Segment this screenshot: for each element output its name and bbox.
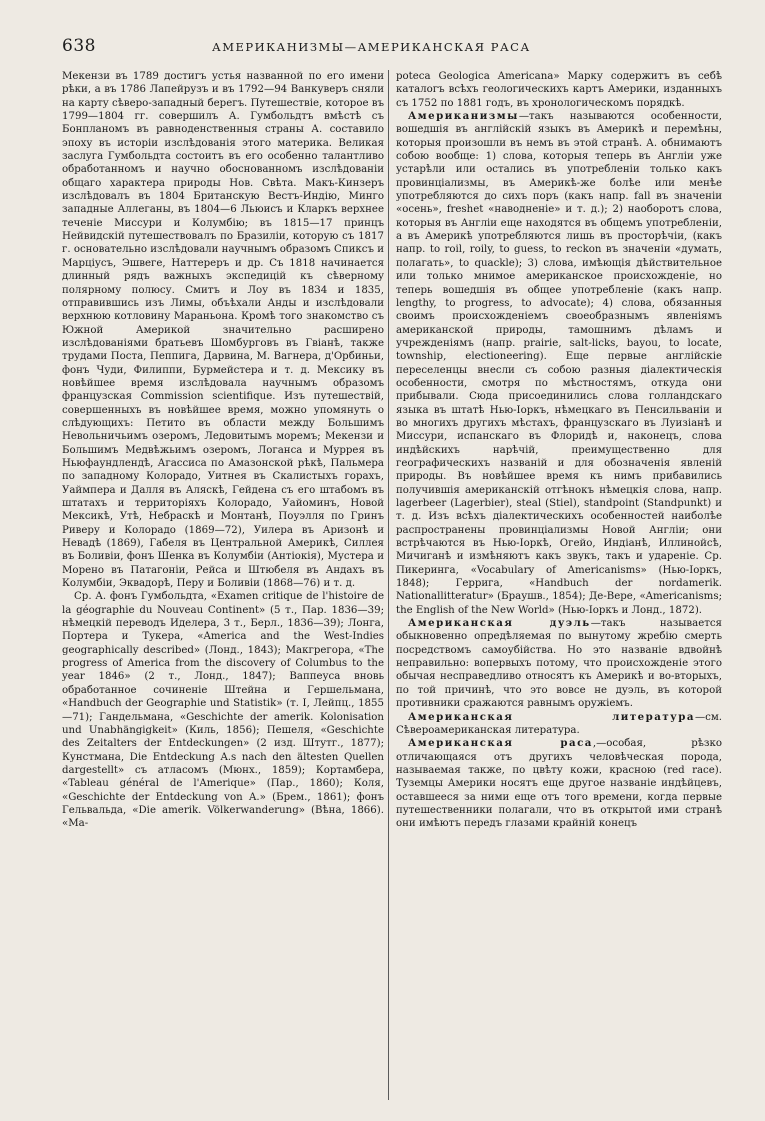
entry-text: ,—особая, рѣзко отличающаяся отъ другихъ человѣческая порода, называемая также, по цвѣту кожи, красною (red race). Туземцы Америки носятъ еще другое названіе индѣйцевъ, оставшееся за ними еще отъ того времени, когда первые путешественники полагали, что въ открытой ими странѣ они имѣютъ передъ глазами крайній конецъ <box>396 738 722 830</box>
column-divider <box>388 70 389 1100</box>
paragraph: Ср. А. фонъ Гумбольдта, «Examen critique de l'histoire de la géographie du Nouveau Continent» (5 т., Пар. 1836—39; нѣмецкій переводъ Иделера, 3 т., Берл., 1836—39); Лонга, Портера и Тукера, «America and the West-Indies geographically described» (Лонд., 1843); Макгрегора, «The progress of America from the discovery of Columbus to the year 1846» (2 т., Лонд., 1847); Ваппеуса вновь обработанное сочиненіе Штейна и Гершельмана, «Handbuch der Geographie und Statistik» (т. I, Лейпц., 1855—71); Гандельмана, «Geschichte der amerik. Kolonisation und Unabhängigkeit» (Киль, 1856); Пешеля, «Geschichte des Zeitalters der Entdeckungen» (2 изд. Штутг., 1877); Кунстмана, Die Entdeckung A.s nach den ältesten Quellen dargestellt» съ атласомъ (Мюнх., 1859); Кортамбера, «Tableau général de l'Amerique» (Пар., 1860); Коля, «Geschichte der Entdeckung von A.» (Брем., 1861); фонъ Гельвальда, «Die amerik. Völkerwanderung» (Вѣна, 1866). «Ma- <box>62 591 384 830</box>
dictionary-entry <box>396 110 722 617</box>
dictionary-entry <box>396 711 722 738</box>
right-column <box>396 70 722 831</box>
entry-headword: Американская дуэль <box>408 617 591 630</box>
entry-text: —см. Сѣвероамериканская литература. <box>396 711 722 736</box>
entry-continuation <box>396 70 722 110</box>
dictionary-entry <box>396 617 722 710</box>
entry-text: —такъ называется обыкновенно опредѣляемая по вынутому жребію смерть посредствомъ самоубійства. Но это названіе вдвойнѣ неправильно: вопервыхъ потому, что происхожденіе этого обычая несправедливо относятъ къ Америкѣ и во-вторыхъ, по той причинѣ, что это вовсе не дуэль, въ которой противники сражаются равнымъ оружіемъ. <box>396 618 722 710</box>
entry-text: —такъ называются особенности, вошедшія въ англійскій языкъ въ Америкѣ и перемѣны, которыя произошли въ немъ въ этой странѣ. А. обнимаютъ собою вообще: 1) слова, которыя теперь въ Англіи уже устарѣли или остались въ употребленіи только какъ провинціализмы, въ Америкѣ-же болѣе или менѣе употребляются до сихъ поръ (какъ напр. fall въ значеніи «осень», freshet «наводненіе» и т. д.); 2) наоборотъ слова, которыя въ Англіи еще находятся въ общемъ употребленіи, а въ Америкѣ употребляются лишь въ просторѣчіи, (какъ напр. to roil, roily, to guess, to reckon въ значеніи «думать, полагать», to quackle); 3) слова, имѣющія дѣйствительное или только мнимое американское происхожденіе, но теперь вошедшія въ общее употребленіе (какъ напр. lengthy, to progress, to advocate); 4) слова, обязанныя своимъ происхожденіемъ своеобразнымъ явленіямъ американской природы, тамошнимъ дѣламъ и учрежденіямъ (напр. prairie, salt-licks, bayou, to locate, township, electioneering). Еще первые англійскіе переселенцы внесли съ собою разныя діалектическія особенности, смотря по мѣстностямъ, откуда они прибывали. Сюда присоединились слова голландскаго языка въ штатѣ Нью-Іоркъ, нѣмецкаго въ Пенсильваніи и во многихъ другихъ мѣстахъ, французскаго въ Луизіанѣ и Миссури, испанскаго въ Флоридѣ и, наконецъ, слова индѣйскихъ нарѣчій, преимущественно для географическихъ названій и для обозначенія явленій природы. Въ новѣйшее время къ нимъ прибавились получившія американскій отгѣнокъ нѣмецкія слова, напр. lagerbeer (Lagerbier), steal (Stiel), standpoint (Standpunkt) и т. д. Изъ всѣхъ діалектическихъ особенностей наиболѣе распространены провинціализмы Новой Англіи; они встрѣчаются въ Нью-Іоркѣ, Огейо, Индіанѣ, Иллинойсѣ, Мичиганѣ и измѣняютъ какъ звукъ, такъ и удареніе. Ср. Пикеринга, «Vocabulary of Americanisms» (Нью-Іоркъ, 1848); Геррига, «Handbuch der nordamerik. Nationallitteratur» (Браушв., 1854); Де-Вере, «Americanisms; the English of the New World» (Нью-Іоркъ и Лонд., 1872). <box>396 111 722 616</box>
dictionary-entry <box>396 737 722 830</box>
paragraph: Мекензи въ 1789 достигъ устья названной по его имени рѣки, а въ 1786 Лапейрузъ и въ 1792—94 Ванкуверъ сняли на карту сѣверо-западный берегъ. Путешествіе, которое въ 1799—1804 гг. совершилъ А. Гумбольдтъ вмѣстѣ съ Бонпланомъ въ равноденственныя страны А. составило эпоху въ исторіи изслѣдованія этого материка. Великая заслуга Гумбольдта состоитъ въ его особенно талантливо обработанномъ и научно обоснованномъ изслѣдованіи общаго характера природы Нов. Свѣта. Макъ-Кинзеръ изслѣдовалъ въ 1804 Британскую Вестъ-Индію, Минго западные Аллеганы, въ 1804—6 Льюисъ и Кларкъ верхнее теченіе Миссури и Колумбію; въ 1815—17 принцъ Нейвидскій путешествовалъ по Бразиліи, которую съ 1817 г. основательно изслѣдовали научнымъ образомъ Спиксъ и Марціусъ, Эшвеге, Наттереръ и др. Съ 1818 начинается длинный рядъ важныхъ экспедицій къ сѣверному полярному полюсу. Смитъ и Лоу въ 1834 и 1835, отправившись изъ Лимы, объѣхали Анды и изслѣдовали верхнюю котловину Мараньона. Кромѣ того знакомство съ Южной Америкой значительно расширено изслѣдованіями братьевъ Шомбурговъ въ Гвіанѣ, также трудами Поста, Пеппига, Дарвина, М. Вагнера, д'Орбиньи, фонъ Чуди, Филиппи, Бурмейстера и т. д. Мексику въ новѣйшее время изслѣдовала научнымъ образомъ французская Commission scientifique. Изъ путешествій, совершенныхъ въ новѣйшее время, можно упомянуть о слѣдующихъ: Петито въ области между Большимъ Невольничьимъ озеромъ, Ледовитымъ моремъ; Мекензи и Большимъ Медвѣжьимъ озеромъ, Логанса и Муррея въ Ньюфаундлендѣ, Агассиса по Амазонской рѣкѣ, Пальмера по западному Колорадо, Уитнея въ Скалистыхъ горахъ, Уаймпера и Далля въ Аляскѣ, Гейдена съ его штабомъ въ штатахъ и территоріяхъ Колорадо, Уайоминъ, Новой Мексикѣ, Утѣ, Небраскѣ и Монтанѣ, Поуэлля по Гринъ Риверу и Колорадо (1869—72), Уилера въ Аризонѣ и Невадѣ (1869), Габеля въ Центральной Америкѣ, Силлея въ Боливіи, фонъ Шенка въ Колумбіи (Антіокія), Мустера и Морено въ Патагоніи, Рейса и Штюбеля въ Андахъ въ Колумбіи, Эквадорѣ, Перу и Боливіи (1868—76) и т. д. <box>62 71 384 590</box>
running-title: АМЕРИКАНИЗМЫ—АМЕРИКАНСКАЯ РАСА <box>212 40 531 54</box>
page-number: 638 <box>62 36 96 56</box>
left-column <box>62 70 384 831</box>
entry-headword: Американская раса <box>408 737 593 750</box>
entry-text: poteca Geologica Americana» Марку содержитъ въ себѣ каталогъ всѣхъ геологическихъ картъ Америки, изданныхъ съ 1752 по 1881 годъ, въ хронологическомъ порядкѣ. <box>396 71 722 109</box>
page-header <box>62 36 725 60</box>
entry-headword: Американизмы <box>408 110 519 123</box>
entry-headword: Американская литература <box>408 710 695 723</box>
